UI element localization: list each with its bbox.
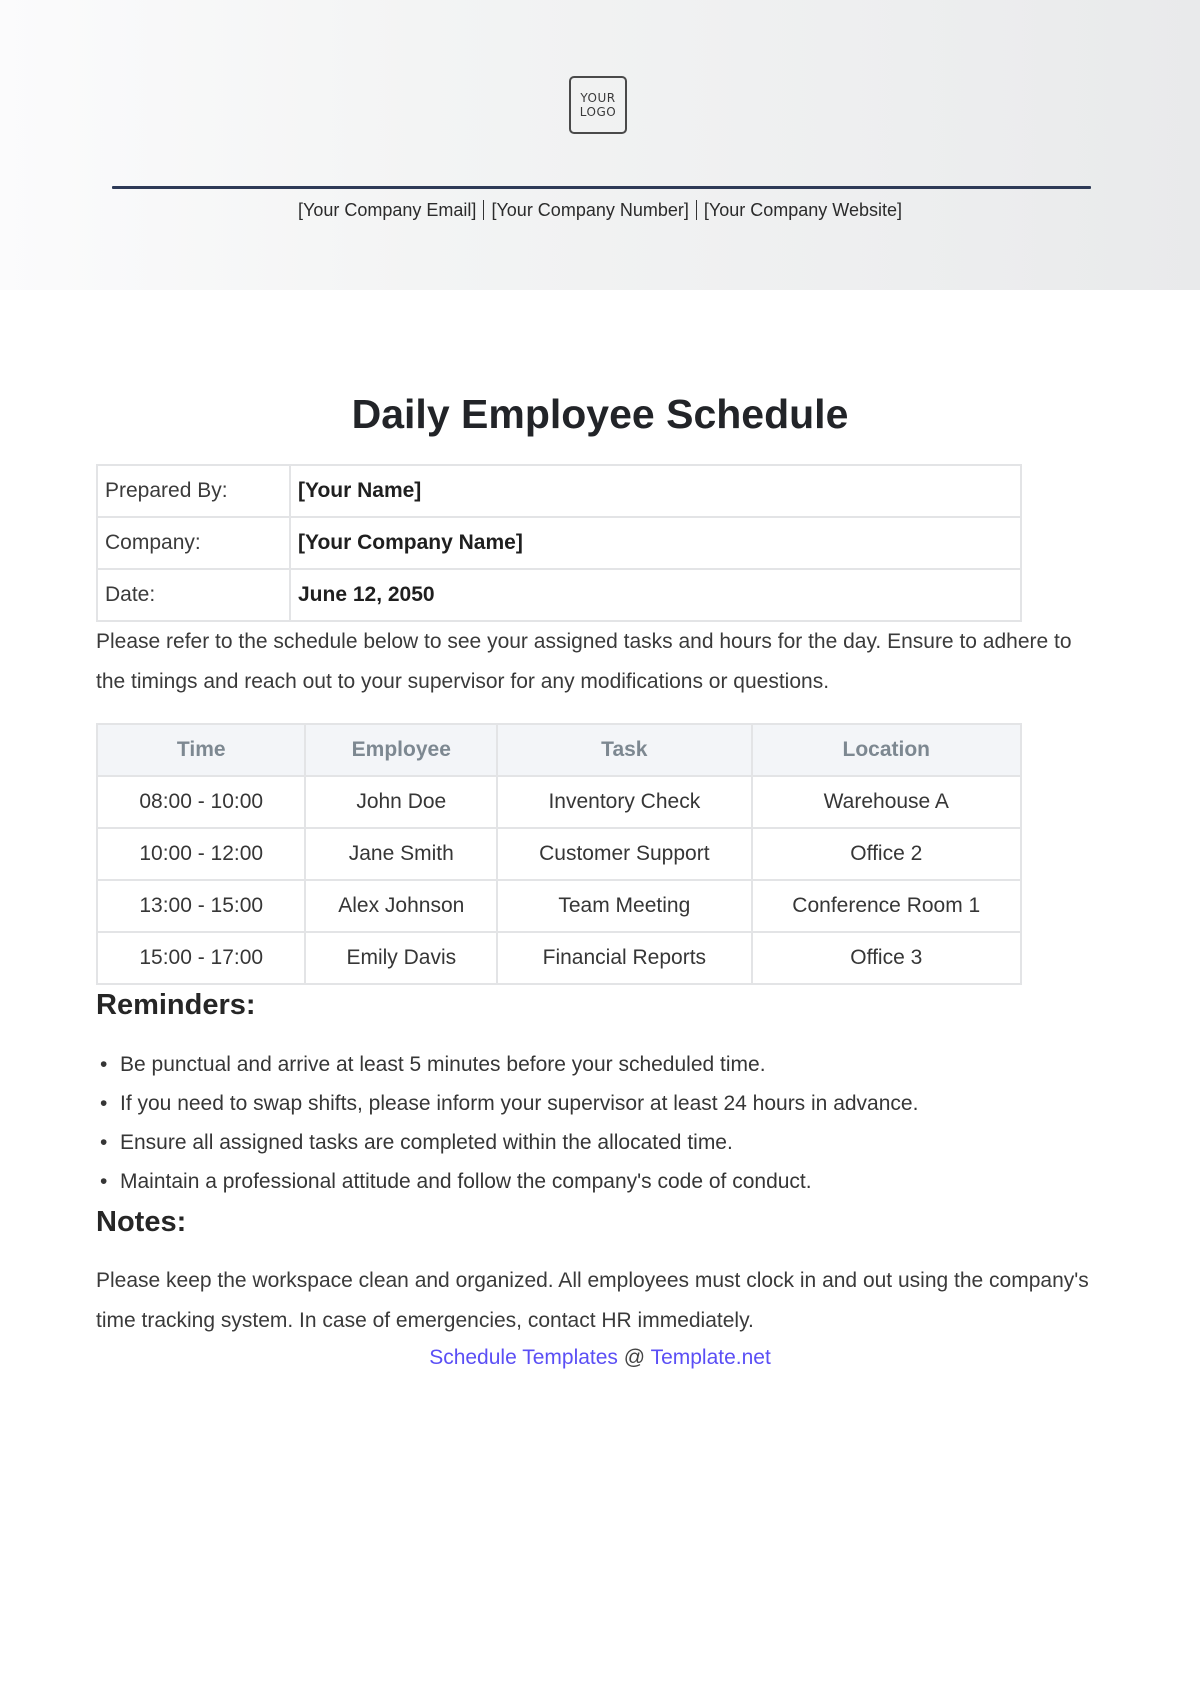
notes-heading: Notes:	[96, 1206, 187, 1238]
header-band	[0, 0, 1200, 290]
separator	[483, 200, 484, 220]
cell-time: 15:00 - 17:00	[97, 932, 305, 984]
reminder-text: Maintain a professional attitude and follow the company's code of conduct.	[120, 1170, 812, 1193]
company-logo	[569, 76, 627, 134]
info-value: [Your Company Name]	[290, 517, 1021, 569]
table-header-row	[97, 724, 1021, 776]
notes-paragraph: Please keep the workspace clean and organized. All employees must clock in and out using the company's time tracking system. In case of emergencies, contact HR immediately.	[96, 1269, 1089, 1332]
info-label: Date:	[97, 569, 290, 621]
company-number: [Your Company Number]	[491, 200, 689, 220]
separator	[696, 200, 697, 220]
bullet-icon: •	[100, 1131, 108, 1154]
cell-location: Office 2	[752, 828, 1021, 880]
reminders-heading: Reminders:	[96, 989, 256, 1021]
cell-location: Office 3	[752, 932, 1021, 984]
schedule-table	[96, 723, 1022, 985]
cell-employee: John Doe	[305, 776, 497, 828]
column-header-task: Task	[497, 724, 751, 776]
cell-location: Warehouse A	[752, 776, 1021, 828]
info-label: Prepared By:	[97, 465, 290, 517]
cell-time: 08:00 - 10:00	[97, 776, 305, 828]
reminder-text: If you need to swap shifts, please inform your supervisor at least 24 hours in advance.	[120, 1092, 919, 1115]
company-contact-line	[0, 199, 1200, 221]
info-row-date	[97, 569, 1021, 621]
cell-employee: Alex Johnson	[305, 880, 497, 932]
bullet-icon: •	[100, 1092, 108, 1115]
page-title: Daily Employee Schedule	[351, 391, 849, 437]
table-row	[97, 932, 1021, 984]
footer-credit	[0, 1345, 1200, 1371]
list-item	[100, 1045, 918, 1084]
company-website: [Your Company Website]	[703, 200, 902, 220]
cell-employee: Emily Davis	[305, 932, 497, 984]
intro-paragraph: Please refer to the schedule below to see your assigned tasks and hours for the day. Ensure to adhere to the timings and reach out to your supervisor for any modifications or questions.	[96, 630, 1072, 693]
column-header-employee: Employee	[305, 724, 497, 776]
list-item	[100, 1084, 918, 1123]
at-symbol: @	[623, 1346, 646, 1369]
bullet-icon: •	[100, 1170, 108, 1193]
cell-time: 10:00 - 12:00	[97, 828, 305, 880]
cell-task: Customer Support	[497, 828, 751, 880]
schedule-templates-link[interactable]: Schedule Templates	[429, 1346, 618, 1369]
list-item	[100, 1123, 918, 1162]
reminder-text: Ensure all assigned tasks are completed within the allocated time.	[120, 1131, 733, 1154]
document-info-table	[96, 464, 1022, 622]
cell-location: Conference Room 1	[752, 880, 1021, 932]
company-email: [Your Company Email]	[298, 200, 477, 220]
column-header-location: Location	[752, 724, 1021, 776]
info-value: [Your Name]	[290, 465, 1021, 517]
table-row	[97, 828, 1021, 880]
info-value: June 12, 2050	[290, 569, 1021, 621]
template-net-link[interactable]: Template.net	[650, 1346, 771, 1369]
cell-employee: Jane Smith	[305, 828, 497, 880]
cell-task: Financial Reports	[497, 932, 751, 984]
table-row	[97, 880, 1021, 932]
logo-text-line2: LOGO	[579, 105, 617, 119]
reminders-list	[100, 1045, 918, 1201]
column-header-time: Time	[97, 724, 305, 776]
reminder-text: Be punctual and arrive at least 5 minutes before your scheduled time.	[120, 1053, 766, 1076]
bullet-icon: •	[100, 1053, 108, 1076]
info-row-company	[97, 517, 1021, 569]
cell-task: Team Meeting	[497, 880, 751, 932]
cell-time: 13:00 - 15:00	[97, 880, 305, 932]
cell-task: Inventory Check	[497, 776, 751, 828]
header-divider	[112, 186, 1091, 189]
info-row-prepared-by	[97, 465, 1021, 517]
logo-text-line1: YOUR	[580, 91, 616, 105]
list-item	[100, 1162, 918, 1201]
table-row	[97, 776, 1021, 828]
info-label: Company:	[97, 517, 290, 569]
